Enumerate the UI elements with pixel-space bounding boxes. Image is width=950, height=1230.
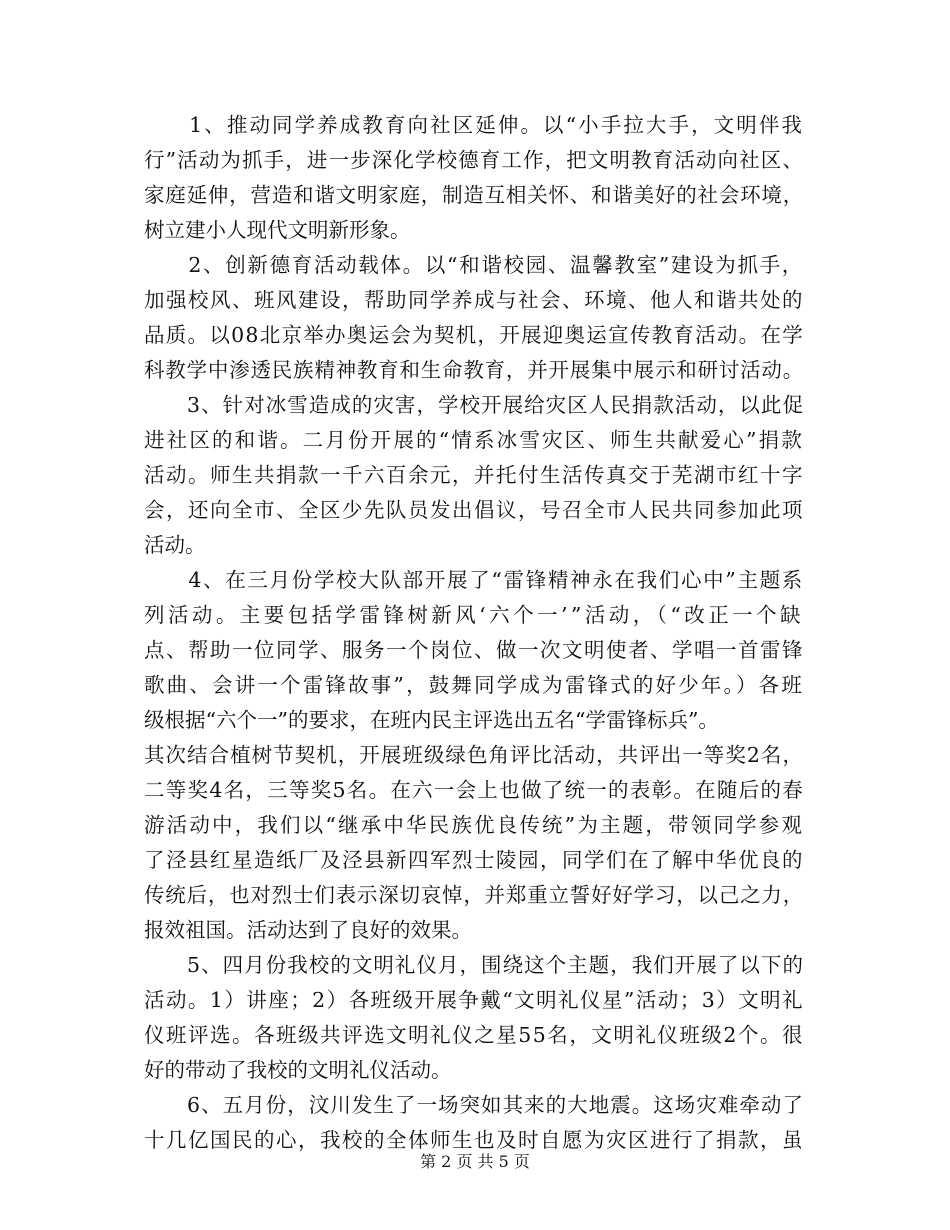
text-line: 树立建小人现代文明新形象。 [144, 218, 411, 242]
text-line: 活动。1）讲座；2）各班级开展争戴“文明礼仪星”活动；3）文明礼 [144, 988, 804, 1012]
text-line: 科教学中渗透民族精神教育和生命教育，并开展集中展示和研讨活动。 [144, 358, 804, 382]
text-line: 4、在三月份学校大队部开展了“雷锋精神永在我们心中”主题系 [144, 568, 804, 592]
text-line: 进社区的和谐。二月份开展的“情系冰雪灾区、师生共献爱心”捐款 [144, 428, 804, 452]
text-line: 二等奖4名，三等奖5名。在六一会上也做了统一的表彰。在随后的春 [144, 778, 804, 802]
text-line: 活动。 [144, 533, 206, 557]
document-body [144, 108, 804, 1158]
page-number-footer: 第 2 页 共 5 页 [420, 1152, 530, 1171]
text-line: 会，还向全市、全区少先队员发出倡议，号召全市人民共同参加此项 [144, 498, 804, 522]
text-line: 其次结合植树节契机，开展班级绿色角评比活动，共评出一等奖2名， [144, 743, 804, 767]
text-line: 加强校风、班风建设，帮助同学养成与社会、环境、他人和谐共处的 [144, 288, 804, 312]
text-line: 5、四月份我校的文明礼仪月，围绕这个主题，我们开展了以下的 [144, 953, 804, 977]
text-line: 点、帮助一位同学、服务一个岗位、做一次文明使者、学唱一首雷锋 [144, 638, 804, 662]
text-line: 行”活动为抓手，进一步深化学校德育工作，把文明教育活动向社区、 [144, 148, 804, 172]
text-line: 1、推动同学养成教育向社区延伸。以“小手拉大手，文明伴我 [144, 113, 804, 137]
text-line: 活动。师生共捐款一千六百余元，并托付生活传真交于芜湖市红十字 [144, 463, 804, 487]
text-line: 2、创新德育活动载体。以“和谐校园、温馨教室”建设为抓手， [144, 253, 804, 277]
text-line: 了泾县红星造纸厂及泾县新四军烈士陵园，同学们在了解中华优良的 [144, 848, 804, 872]
text-line: 歌曲、会讲一个雷锋故事”，鼓舞同学成为雷锋式的好少年。）各班 [144, 673, 804, 697]
text-line: 列活动。主要包括学雷锋树新风‘六个一’”活动，（“改正一个缺 [144, 603, 804, 627]
text-line: 游活动中，我们以“继承中华民族优良传统”为主题，带领同学参观 [144, 813, 804, 837]
text-line: 级根据“六个一”的要求，在班内民主评选出五名“学雷锋标兵”。 [144, 708, 719, 732]
text-line: 6、五月份，汶川发生了一场突如其来的大地震。这场灾难牵动了 [144, 1093, 804, 1117]
text-line: 十几亿国民的心，我校的全体师生也及时自愿为灾区进行了捐款，虽 [144, 1128, 804, 1152]
text-line: 报效祖国。活动达到了良好的效果。 [144, 918, 472, 942]
text-line: 好的带动了我校的文明礼仪活动。 [144, 1058, 452, 1082]
text-line: 家庭延伸，营造和谐文明家庭，制造互相关怀、和谐美好的社会环境， [144, 183, 804, 207]
text-line: 传统后，也对烈士们表示深切哀悼，并郑重立誓好好学习，以己之力， [144, 883, 804, 907]
text-line: 品质。以08北京举办奥运会为契机，开展迎奥运宣传教育活动。在学 [144, 323, 804, 347]
text-line: 仪班评选。各班级共评选文明礼仪之星55名，文明礼仪班级2个。很 [144, 1023, 804, 1047]
text-line: 3、针对冰雪造成的灾害，学校开展给灾区人民捐款活动，以此促 [144, 393, 804, 417]
